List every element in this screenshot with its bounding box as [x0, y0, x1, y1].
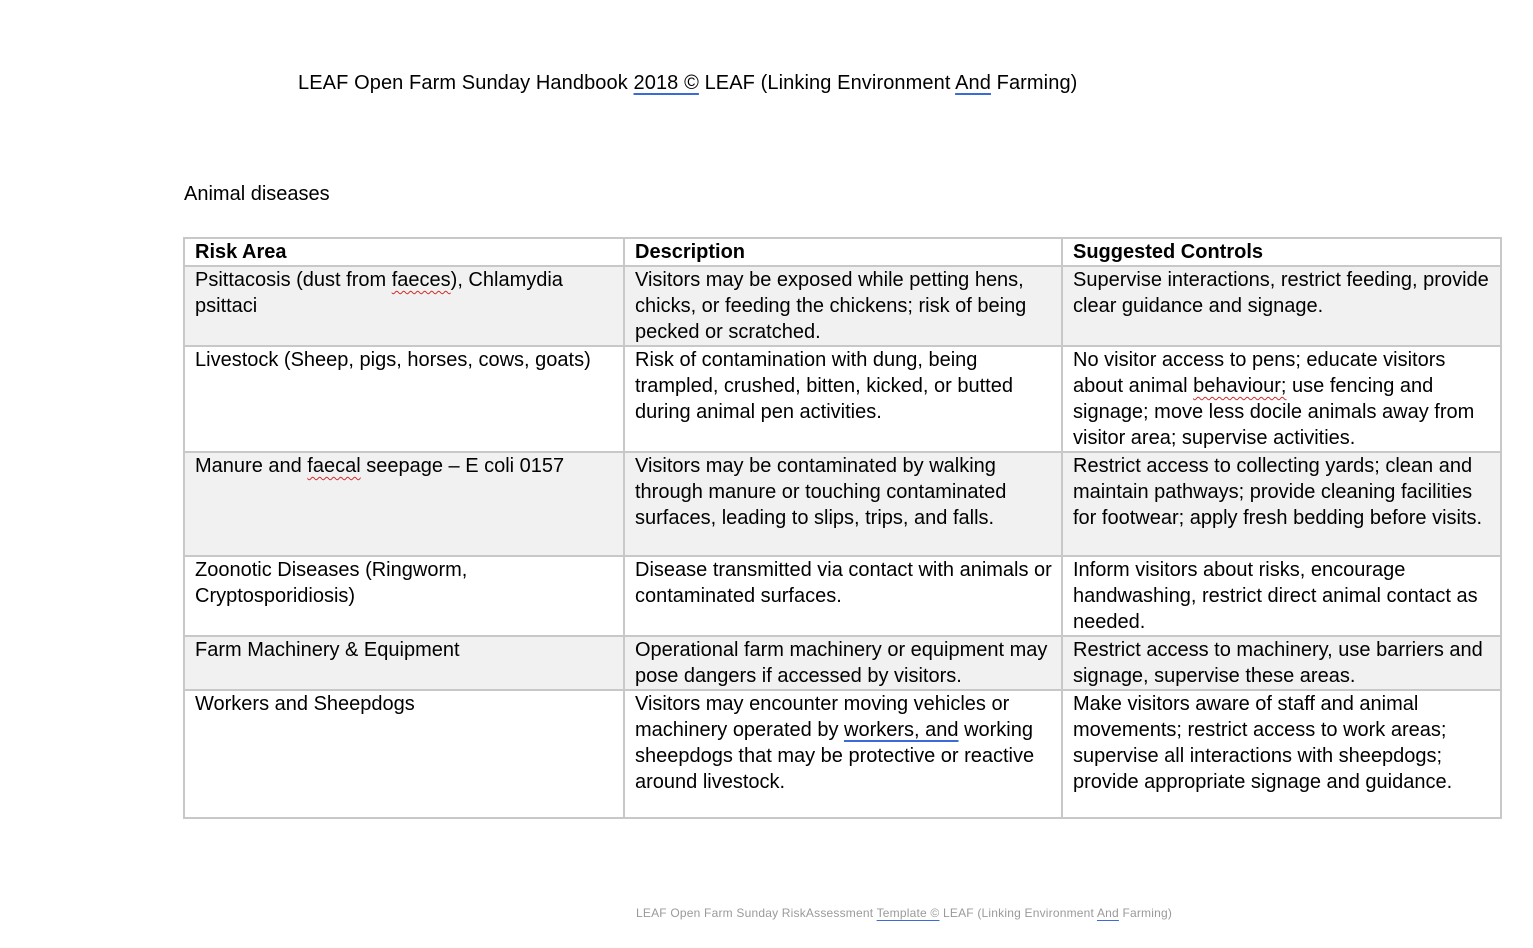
table-row: [184, 690, 1501, 818]
cell-text: ), Chlamydia psittaci: [195, 269, 563, 317]
header-text: LEAF Open Farm Sunday Handbook: [298, 72, 634, 94]
description-cell: Visitors may be contaminated by walking through manure or touching contaminated surfaces, leading to slips, trips, and falls.: [624, 452, 1062, 556]
cell-text: Visitors may encounter moving vehicles or machinery operated by: [635, 693, 1010, 741]
spelling-flag: faeces: [391, 269, 451, 291]
cell-text: Psittacosis (dust from: [195, 269, 392, 291]
table-header-row: [184, 238, 1501, 266]
risk-area-cell: Zoonotic Diseases (Ringworm, Cryptosporidiosis): [184, 556, 624, 636]
table-row: [184, 266, 1501, 346]
controls-cell: Restrict access to machinery, use barriers and signage, supervise these areas.: [1062, 636, 1501, 690]
controls-cell: Restrict access to collecting yards; clean and maintain pathways; provide cleaning facilities for footwear; apply fresh bedding before visits.: [1062, 452, 1501, 556]
header-text: Farming): [990, 72, 1078, 94]
spelling-flag: behaviour;: [1193, 375, 1287, 397]
cell-text: use fencing and signage; move less docile animals away from visitor area; supervise activities.: [1073, 375, 1475, 449]
header-text: LEAF (Linking Environment: [698, 72, 956, 94]
risk-area-cell: [184, 266, 624, 346]
spelling-flag: faecal: [307, 455, 361, 477]
description-cell: Risk of contamination with dung, being trampled, crushed, bitten, kicked, or butted during animal pen activities.: [624, 346, 1062, 452]
cell-text: Manure and: [195, 455, 308, 477]
header-description: Description: [624, 238, 1062, 266]
header-risk-area: Risk Area: [184, 238, 624, 266]
page-header: [298, 72, 1077, 95]
cell-text: No visitor access to pens; educate visitors about animal: [1073, 349, 1446, 397]
description-cell: [624, 690, 1062, 818]
table-row: [184, 556, 1501, 636]
footer-text: LEAF Open Farm Sunday RiskAssessment: [636, 906, 877, 920]
risk-area-cell: Workers and Sheepdogs: [184, 690, 624, 818]
header-year-copyright: 2018 ©: [633, 72, 699, 94]
cell-text: seepage – E coli 0157: [360, 455, 565, 477]
section-title: Animal diseases: [184, 183, 330, 205]
risk-area-cell: [184, 452, 624, 556]
risk-area-cell: Farm Machinery & Equipment: [184, 636, 624, 690]
risk-table: [183, 237, 1502, 819]
table-row: [184, 346, 1501, 452]
description-cell: Disease transmitted via contact with animals or contaminated surfaces.: [624, 556, 1062, 636]
table-row: [184, 636, 1501, 690]
footer-text: Farming): [1118, 906, 1173, 920]
table-row: [184, 452, 1501, 556]
description-cell: Visitors may be exposed while petting hens, chicks, or feeding the chickens; risk of being pecked or scratched.: [624, 266, 1062, 346]
controls-cell: Make visitors aware of staff and animal movements; restrict access to work areas; supervise all interactions with sheepdogs; provide appropriate signage and guidance.: [1062, 690, 1501, 818]
controls-cell: [1062, 346, 1501, 452]
controls-cell: Inform visitors about risks, encourage handwashing, restrict direct animal contact as needed.: [1062, 556, 1501, 636]
grammar-flag: workers, and: [844, 719, 959, 741]
footer-template-copyright: Template ©: [876, 906, 940, 920]
page-footer: [636, 906, 1172, 920]
controls-cell: Supervise interactions, restrict feeding, provide clear guidance and signage.: [1062, 266, 1501, 346]
risk-area-cell: Livestock (Sheep, pigs, horses, cows, goats): [184, 346, 624, 452]
description-cell: Operational farm machinery or equipment may pose dangers if accessed by visitors.: [624, 636, 1062, 690]
cell-text: working sheepdogs that may be protective or reactive around livestock.: [635, 719, 1035, 793]
header-suggested-controls: Suggested Controls: [1062, 238, 1501, 266]
footer-text: LEAF (Linking Environment: [939, 906, 1097, 920]
header-and: And: [955, 72, 991, 94]
footer-and: And: [1096, 906, 1119, 920]
